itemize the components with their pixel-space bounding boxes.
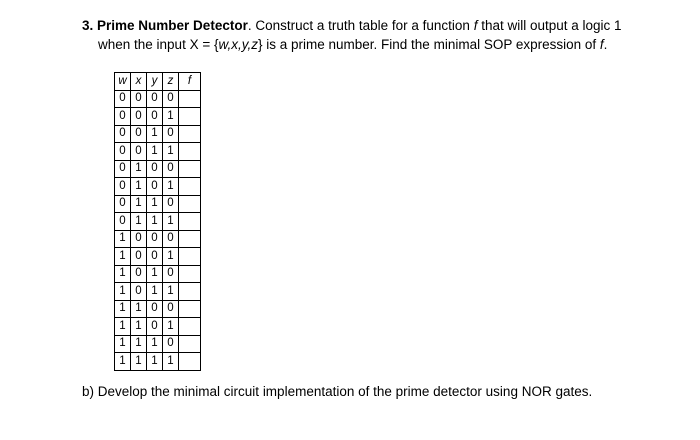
cell-f[interactable] <box>179 125 201 143</box>
cell-w: 1 <box>115 230 131 248</box>
cell-z: 1 <box>163 178 179 196</box>
header-y: y <box>147 73 163 91</box>
cell-x: 0 <box>131 283 147 301</box>
table-row <box>115 108 201 126</box>
cell-f[interactable] <box>179 300 201 318</box>
table-row <box>115 248 201 266</box>
cell-f[interactable] <box>179 178 201 196</box>
cell-y: 1 <box>147 125 163 143</box>
cell-w: 0 <box>115 213 131 231</box>
cell-x: 0 <box>131 143 147 161</box>
cell-w: 0 <box>115 90 131 108</box>
cell-w: 0 <box>115 125 131 143</box>
cell-f[interactable] <box>179 283 201 301</box>
cell-x: 1 <box>131 353 147 371</box>
table-row <box>115 213 201 231</box>
function-symbol-2: f <box>599 37 604 52</box>
cell-y: 1 <box>147 353 163 371</box>
cell-z: 0 <box>163 90 179 108</box>
cell-w: 1 <box>115 265 131 283</box>
cell-y: 0 <box>147 90 163 108</box>
cell-w: 1 <box>115 283 131 301</box>
truth-table-header-row <box>115 73 201 91</box>
cell-z: 1 <box>163 213 179 231</box>
cell-x: 1 <box>131 213 147 231</box>
cell-y: 1 <box>147 213 163 231</box>
cell-f[interactable] <box>179 195 201 213</box>
cell-y: 0 <box>147 178 163 196</box>
cell-y: 0 <box>147 230 163 248</box>
cell-x: 1 <box>131 160 147 178</box>
cell-z: 1 <box>163 353 179 371</box>
question-text-2a: when the input X = { <box>98 37 219 52</box>
cell-f[interactable] <box>179 143 201 161</box>
cell-x: 1 <box>131 335 147 353</box>
cell-y: 0 <box>147 300 163 318</box>
cell-y: 1 <box>147 143 163 161</box>
cell-y: 1 <box>147 265 163 283</box>
cell-x: 0 <box>131 90 147 108</box>
cell-y: 0 <box>147 160 163 178</box>
cell-x: 0 <box>131 230 147 248</box>
cell-f[interactable] <box>179 160 201 178</box>
cell-w: 0 <box>115 178 131 196</box>
table-row <box>115 195 201 213</box>
cell-y: 0 <box>147 318 163 336</box>
cell-f[interactable] <box>179 90 201 108</box>
cell-x: 1 <box>131 318 147 336</box>
table-row <box>115 283 201 301</box>
truth-table <box>114 72 201 371</box>
question-text-1a: . Construct a truth table for a function <box>247 18 474 33</box>
cell-z: 1 <box>163 318 179 336</box>
cell-x: 1 <box>131 178 147 196</box>
cell-x: 0 <box>131 108 147 126</box>
cell-w: 0 <box>115 143 131 161</box>
question-number: 3. <box>82 18 94 33</box>
cell-z: 0 <box>163 125 179 143</box>
cell-y: 0 <box>147 108 163 126</box>
cell-w: 0 <box>115 160 131 178</box>
cell-x: 0 <box>131 248 147 266</box>
cell-f[interactable] <box>179 108 201 126</box>
cell-w: 1 <box>115 248 131 266</box>
question-prompt <box>82 16 682 54</box>
cell-z: 0 <box>163 160 179 178</box>
table-row <box>115 300 201 318</box>
input-variables: w,x,y,z <box>218 37 258 52</box>
cell-x: 1 <box>131 195 147 213</box>
header-f: f <box>179 73 201 91</box>
cell-f[interactable] <box>179 335 201 353</box>
table-row <box>115 160 201 178</box>
table-row <box>115 143 201 161</box>
table-row <box>115 265 201 283</box>
cell-y: 1 <box>147 195 163 213</box>
cell-f[interactable] <box>179 265 201 283</box>
cell-x: 0 <box>131 125 147 143</box>
function-symbol: f <box>473 18 478 33</box>
cell-f[interactable] <box>179 248 201 266</box>
cell-z: 0 <box>163 300 179 318</box>
question-line-1 <box>82 16 682 35</box>
cell-z: 0 <box>163 335 179 353</box>
table-row <box>115 178 201 196</box>
question-title: Prime Number Detector <box>97 18 248 33</box>
cell-y: 1 <box>147 283 163 301</box>
table-row <box>115 318 201 336</box>
cell-f[interactable] <box>179 213 201 231</box>
cell-y: 0 <box>147 248 163 266</box>
cell-z: 1 <box>163 248 179 266</box>
question-text-2c: . <box>603 37 608 52</box>
part-b-prompt: b) Develop the minimal circuit implementation of the prime detector using NOR gates. <box>82 384 593 399</box>
cell-z: 0 <box>163 230 179 248</box>
header-z: z <box>163 73 179 91</box>
truth-table-body <box>115 90 201 370</box>
cell-w: 1 <box>115 300 131 318</box>
cell-f[interactable] <box>179 230 201 248</box>
cell-z: 1 <box>163 283 179 301</box>
cell-w: 1 <box>115 335 131 353</box>
table-row <box>115 125 201 143</box>
cell-w: 1 <box>115 353 131 371</box>
cell-f[interactable] <box>179 318 201 336</box>
header-x: x <box>131 73 147 91</box>
cell-x: 0 <box>131 265 147 283</box>
table-row <box>115 90 201 108</box>
cell-z: 0 <box>163 195 179 213</box>
table-row <box>115 353 201 371</box>
question-line-2 <box>82 35 682 54</box>
question-text-2b: } is a prime number. Find the minimal SOP expression of <box>257 37 600 52</box>
table-row <box>115 335 201 353</box>
question-text-1b: that will output a logic 1 <box>477 18 622 33</box>
cell-f[interactable] <box>179 353 201 371</box>
cell-w: 0 <box>115 108 131 126</box>
cell-z: 1 <box>163 108 179 126</box>
cell-w: 0 <box>115 195 131 213</box>
table-row <box>115 230 201 248</box>
cell-x: 1 <box>131 300 147 318</box>
cell-z: 0 <box>163 265 179 283</box>
cell-z: 1 <box>163 143 179 161</box>
header-w: w <box>115 73 131 91</box>
cell-y: 1 <box>147 335 163 353</box>
cell-w: 1 <box>115 318 131 336</box>
